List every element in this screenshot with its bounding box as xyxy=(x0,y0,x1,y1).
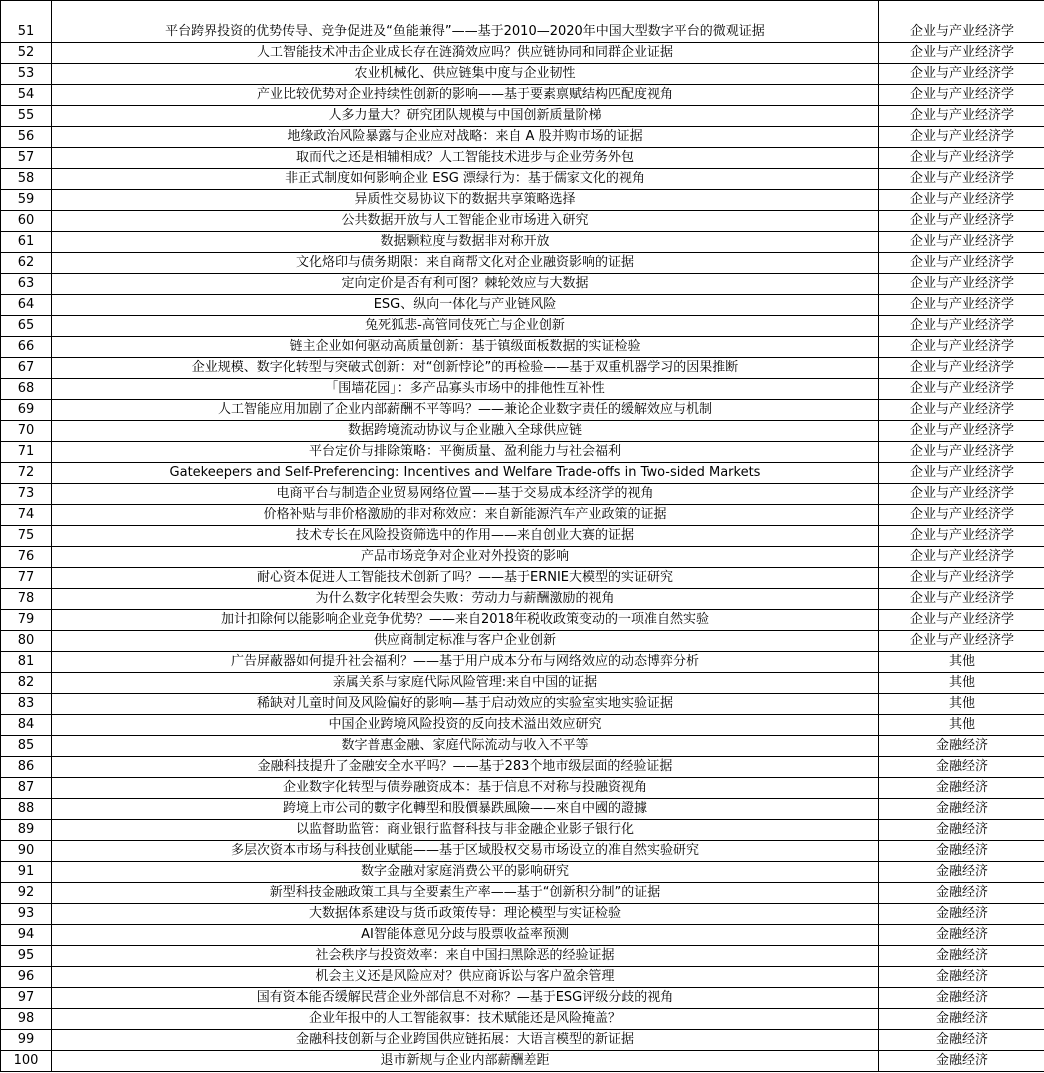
table-row xyxy=(1,190,1044,211)
table-row xyxy=(1,883,1044,904)
table-row xyxy=(1,505,1044,526)
paper-title-cell[interactable]: 退市新规与企业内部薪酬差距 xyxy=(52,1051,879,1072)
paper-title-cell[interactable]: 为什么数字化转型会失败：劳动力与薪酬激励的视角 xyxy=(52,589,879,610)
paper-title-cell[interactable]: 农业机械化、供应链集中度与企业韧性 xyxy=(52,64,879,85)
category-cell[interactable]: 企业与产业经济学 xyxy=(879,253,1044,274)
row-number-cell[interactable]: 82 xyxy=(1,673,52,694)
table-row xyxy=(1,1,1044,43)
row-number-cell[interactable]: 61 xyxy=(1,232,52,253)
table-row xyxy=(1,757,1044,778)
category-cell[interactable]: 金融经济 xyxy=(879,736,1044,757)
row-number-cell[interactable]: 85 xyxy=(1,736,52,757)
table-row xyxy=(1,610,1044,631)
category-cell[interactable]: 企业与产业经济学 xyxy=(879,43,1044,64)
row-number-cell[interactable]: 81 xyxy=(1,652,52,673)
paper-title-cell[interactable]: 链主企业如何驱动高质量创新：基于镇级面板数据的实证检验 xyxy=(52,337,879,358)
category-cell[interactable]: 企业与产业经济学 xyxy=(879,547,1044,568)
row-number-cell[interactable]: 97 xyxy=(1,988,52,1009)
row-number-cell[interactable]: 59 xyxy=(1,190,52,211)
row-number-cell[interactable]: 53 xyxy=(1,64,52,85)
table-row xyxy=(1,1030,1044,1051)
table-row xyxy=(1,631,1044,652)
category-cell[interactable]: 金融经济 xyxy=(879,820,1044,841)
paper-title-cell[interactable]: 加计扣除何以能影响企业竞争优势？——来自2018年税收政策变动的一项准自然实验 xyxy=(52,610,879,631)
paper-title-cell[interactable]: 地缘政治风险暴露与企业应对战略：来自 A 股并购市场的证据 xyxy=(52,127,879,148)
row-number-cell[interactable]: 79 xyxy=(1,610,52,631)
paper-title-cell[interactable]: 亲属关系与家庭代际风险管理:来自中国的证据 xyxy=(52,673,879,694)
row-number-cell[interactable]: 65 xyxy=(1,316,52,337)
category-cell[interactable]: 企业与产业经济学 xyxy=(879,232,1044,253)
paper-title-cell[interactable]: 取而代之还是相辅相成？人工智能技术进步与企业劳务外包 xyxy=(52,148,879,169)
category-cell[interactable]: 企业与产业经济学 xyxy=(879,148,1044,169)
category-cell[interactable]: 企业与产业经济学 xyxy=(879,211,1044,232)
row-number-cell[interactable]: 69 xyxy=(1,400,52,421)
category-cell[interactable]: 企业与产业经济学 xyxy=(879,421,1044,442)
row-number-cell[interactable]: 89 xyxy=(1,820,52,841)
table-row xyxy=(1,547,1044,568)
table-row xyxy=(1,127,1044,148)
category-cell[interactable]: 企业与产业经济学 xyxy=(879,316,1044,337)
row-number-cell[interactable]: 60 xyxy=(1,211,52,232)
paper-title-cell[interactable]: 跨境上市公司的數字化轉型和股價暴跌風險——來自中國的證據 xyxy=(52,799,879,820)
category-cell[interactable]: 金融经济 xyxy=(879,988,1044,1009)
paper-title-cell[interactable]: 企业规模、数字化转型与突破式创新：对“创新悖论”的再检验——基于双重机器学习的因果推断 xyxy=(52,358,879,379)
table-row xyxy=(1,946,1044,967)
paper-title-cell[interactable]: 定向定价是否有利可图？棘轮效应与大数据 xyxy=(52,274,879,295)
paper-title-cell[interactable]: 广告屏蔽器如何提升社会福利？——基于用户成本分布与网络效应的动态博弈分析 xyxy=(52,652,879,673)
category-cell[interactable]: 金融经济 xyxy=(879,1030,1044,1051)
table-row xyxy=(1,967,1044,988)
table-row xyxy=(1,148,1044,169)
paper-title-cell[interactable]: 新型科技金融政策工具与全要素生产率——基于“创新积分制”的证据 xyxy=(52,883,879,904)
paper-title-cell[interactable]: 异质性交易协议下的数据共享策略选择 xyxy=(52,190,879,211)
row-number-cell[interactable]: 57 xyxy=(1,148,52,169)
row-number-cell[interactable]: 62 xyxy=(1,253,52,274)
table-row xyxy=(1,862,1044,883)
table-row xyxy=(1,295,1044,316)
category-cell[interactable]: 金融经济 xyxy=(879,925,1044,946)
row-number-cell[interactable]: 54 xyxy=(1,85,52,106)
row-number-cell[interactable]: 70 xyxy=(1,421,52,442)
category-cell[interactable]: 企业与产业经济学 xyxy=(879,400,1044,421)
paper-title-cell[interactable]: 技术专长在风险投资筛选中的作用——来自创业大赛的证据 xyxy=(52,526,879,547)
paper-title-cell[interactable]: 中国企业跨境风险投资的反向技术溢出效应研究 xyxy=(52,715,879,736)
table-row xyxy=(1,169,1044,190)
table-row xyxy=(1,358,1044,379)
table-row xyxy=(1,274,1044,295)
paper-title-cell[interactable]: 机会主义还是风险应对？供应商诉讼与客户盈余管理 xyxy=(52,967,879,988)
row-number-cell[interactable]: 84 xyxy=(1,715,52,736)
row-number-cell[interactable]: 96 xyxy=(1,967,52,988)
row-number-cell[interactable]: 67 xyxy=(1,358,52,379)
row-number-cell[interactable]: 91 xyxy=(1,862,52,883)
category-cell[interactable]: 金融经济 xyxy=(879,841,1044,862)
table-row xyxy=(1,925,1044,946)
table-row xyxy=(1,799,1044,820)
paper-title-cell[interactable]: 文化烙印与债务期限：来自商帮文化对企业融资影响的证据 xyxy=(52,253,879,274)
category-cell[interactable]: 企业与产业经济学 xyxy=(879,358,1044,379)
category-cell[interactable]: 企业与产业经济学 xyxy=(879,127,1044,148)
table-row xyxy=(1,400,1044,421)
category-cell[interactable]: 企业与产业经济学 xyxy=(879,379,1044,400)
row-number-cell[interactable]: 88 xyxy=(1,799,52,820)
paper-title-cell[interactable]: 耐心资本促进人工智能技术创新了吗？——基于ERNIE大模型的实证研究 xyxy=(52,568,879,589)
table-row xyxy=(1,820,1044,841)
paper-title-cell[interactable]: Gatekeepers and Self-Preferencing: Incentives and Welfare Trade-offs in Two-sided Markets xyxy=(52,463,879,484)
paper-title-cell[interactable]: AI智能体意见分歧与股票收益率预测 xyxy=(52,925,879,946)
category-cell[interactable]: 企业与产业经济学 xyxy=(879,610,1044,631)
row-number-cell[interactable]: 74 xyxy=(1,505,52,526)
table-row xyxy=(1,316,1044,337)
row-number-cell[interactable]: 71 xyxy=(1,442,52,463)
category-cell[interactable]: 企业与产业经济学 xyxy=(879,106,1044,127)
table-row xyxy=(1,106,1044,127)
category-cell[interactable]: 企业与产业经济学 xyxy=(879,589,1044,610)
paper-title-cell[interactable]: 数字普惠金融、家庭代际流动与收入不平等 xyxy=(52,736,879,757)
row-number-cell[interactable]: 83 xyxy=(1,694,52,715)
paper-title-cell[interactable]: 人工智能技术冲击企业成长存在涟漪效应吗？供应链协同和同群企业证据 xyxy=(52,43,879,64)
paper-title-cell[interactable]: 平台定价与排除策略：平衡质量、盈利能力与社会福利 xyxy=(52,442,879,463)
category-cell[interactable]: 其他 xyxy=(879,673,1044,694)
table-row xyxy=(1,736,1044,757)
table-row xyxy=(1,526,1044,547)
row-number-cell[interactable]: 90 xyxy=(1,841,52,862)
paper-title-cell[interactable]: 数字金融对家庭消费公平的影响研究 xyxy=(52,862,879,883)
row-number-cell[interactable]: 51 xyxy=(1,1,52,43)
paper-title-cell[interactable]: 大数据体系建设与货币政策传导：理论模型与实证检验 xyxy=(52,904,879,925)
paper-title-cell[interactable]: 企业年报中的人工智能叙事：技术赋能还是风险掩盖？ xyxy=(52,1009,879,1030)
category-cell[interactable]: 金融经济 xyxy=(879,757,1044,778)
category-cell[interactable]: 企业与产业经济学 xyxy=(879,484,1044,505)
row-number-cell[interactable]: 92 xyxy=(1,883,52,904)
row-number-cell[interactable]: 76 xyxy=(1,547,52,568)
table-row xyxy=(1,484,1044,505)
table-row xyxy=(1,64,1044,85)
row-number-cell[interactable]: 80 xyxy=(1,631,52,652)
row-number-cell[interactable]: 55 xyxy=(1,106,52,127)
table-row xyxy=(1,1009,1044,1030)
category-cell[interactable]: 企业与产业经济学 xyxy=(879,190,1044,211)
category-cell[interactable]: 企业与产业经济学 xyxy=(879,1,1044,43)
category-cell[interactable]: 企业与产业经济学 xyxy=(879,463,1044,484)
category-cell[interactable]: 金融经济 xyxy=(879,862,1044,883)
table-row xyxy=(1,379,1044,400)
table-row xyxy=(1,232,1044,253)
paper-title-cell[interactable]: 产品市场竞争对企业对外投资的影响 xyxy=(52,547,879,568)
row-number-cell[interactable]: 52 xyxy=(1,43,52,64)
row-number-cell[interactable]: 72 xyxy=(1,463,52,484)
paper-title-cell[interactable]: 社会秩序与投资效率：来自中国扫黑除恶的经验证据 xyxy=(52,946,879,967)
category-cell[interactable]: 金融经济 xyxy=(879,799,1044,820)
table-row xyxy=(1,988,1044,1009)
category-cell[interactable]: 其他 xyxy=(879,715,1044,736)
paper-title-cell[interactable]: 企业数字化转型与债券融资成本：基于信息不对称与投融资视角 xyxy=(52,778,879,799)
category-cell[interactable]: 企业与产业经济学 xyxy=(879,85,1044,106)
row-number-cell[interactable]: 86 xyxy=(1,757,52,778)
paper-title-cell[interactable]: 数据颗粒度与数据非对称开放 xyxy=(52,232,879,253)
paper-title-cell[interactable]: 人工智能应用加剧了企业内部薪酬不平等吗？——兼论企业数字责任的缓解效应与机制 xyxy=(52,400,879,421)
category-cell[interactable]: 金融经济 xyxy=(879,946,1044,967)
table-row xyxy=(1,211,1044,232)
row-number-cell[interactable]: 56 xyxy=(1,127,52,148)
row-number-cell[interactable]: 78 xyxy=(1,589,52,610)
paper-title-cell[interactable]: ESG、纵向一体化与产业链风险 xyxy=(52,295,879,316)
row-number-cell[interactable]: 93 xyxy=(1,904,52,925)
table-row xyxy=(1,253,1044,274)
paper-title-cell[interactable]: 人多力量大？研究团队规模与中国创新质量阶梯 xyxy=(52,106,879,127)
row-number-cell[interactable]: 75 xyxy=(1,526,52,547)
row-number-cell[interactable]: 95 xyxy=(1,946,52,967)
paper-title-cell[interactable]: 国有资本能否缓解民营企业外部信息不对称？—基于ESG评级分歧的视角 xyxy=(52,988,879,1009)
row-number-cell[interactable]: 77 xyxy=(1,568,52,589)
category-cell[interactable]: 企业与产业经济学 xyxy=(879,526,1044,547)
table-body xyxy=(1,1,1044,1072)
row-number-cell[interactable]: 68 xyxy=(1,379,52,400)
table-row xyxy=(1,85,1044,106)
paper-title-cell[interactable]: 兔死狐悲-高管同伎死亡与企业创新 xyxy=(52,316,879,337)
category-cell[interactable]: 企业与产业经济学 xyxy=(879,64,1044,85)
table-row xyxy=(1,673,1044,694)
category-cell[interactable]: 金融经济 xyxy=(879,883,1044,904)
paper-title-cell[interactable]: 非正式制度如何影响企业 ESG 漂绿行为：基于儒家文化的视角 xyxy=(52,169,879,190)
table-row xyxy=(1,463,1044,484)
category-cell[interactable]: 金融经济 xyxy=(879,967,1044,988)
category-cell[interactable]: 企业与产业经济学 xyxy=(879,169,1044,190)
category-cell[interactable]: 其他 xyxy=(879,694,1044,715)
table-row xyxy=(1,568,1044,589)
table-row xyxy=(1,652,1044,673)
paper-title-cell[interactable]: 数据跨境流动协议与企业融入全球供应链 xyxy=(52,421,879,442)
table-row xyxy=(1,694,1044,715)
category-cell[interactable]: 金融经济 xyxy=(879,778,1044,799)
row-number-cell[interactable]: 99 xyxy=(1,1030,52,1051)
table-row xyxy=(1,337,1044,358)
row-number-cell[interactable]: 66 xyxy=(1,337,52,358)
category-cell[interactable]: 企业与产业经济学 xyxy=(879,274,1044,295)
table-row xyxy=(1,1051,1044,1072)
category-cell[interactable]: 企业与产业经济学 xyxy=(879,442,1044,463)
paper-title-cell[interactable]: 电商平台与制造企业贸易网络位置——基于交易成本经济学的视角 xyxy=(52,484,879,505)
row-number-cell[interactable]: 94 xyxy=(1,925,52,946)
table-row xyxy=(1,904,1044,925)
table-row xyxy=(1,715,1044,736)
paper-title-cell[interactable]: 金融科技提升了金融安全水平吗？——基于283个地市级层面的经验证据 xyxy=(52,757,879,778)
row-number-cell[interactable]: 64 xyxy=(1,295,52,316)
table-row xyxy=(1,589,1044,610)
row-number-cell[interactable]: 87 xyxy=(1,778,52,799)
row-number-cell[interactable]: 58 xyxy=(1,169,52,190)
row-number-cell[interactable]: 73 xyxy=(1,484,52,505)
paper-title-cell[interactable]: 供应商制定标准与客户企业创新 xyxy=(52,631,879,652)
paper-title-cell[interactable]: 公共数据开放与人工智能企业市场进入研究 xyxy=(52,211,879,232)
paper-title-cell[interactable]: 产业比较优势对企业持续性创新的影响——基于要素禀赋结构匹配度视角 xyxy=(52,85,879,106)
category-cell[interactable]: 企业与产业经济学 xyxy=(879,505,1044,526)
category-cell[interactable]: 金融经济 xyxy=(879,904,1044,925)
table-row xyxy=(1,43,1044,64)
category-cell[interactable]: 企业与产业经济学 xyxy=(879,631,1044,652)
paper-title-cell[interactable]: 「围墙花园」：多产品寡头市场中的排他性互补性 xyxy=(52,379,879,400)
paper-title-cell[interactable]: 稀缺对儿童时间及风险偏好的影响—基于启动效应的实验室实地实验证据 xyxy=(52,694,879,715)
table-row xyxy=(1,841,1044,862)
row-number-cell[interactable]: 63 xyxy=(1,274,52,295)
row-number-cell[interactable]: 100 xyxy=(1,1051,52,1072)
table-row xyxy=(1,778,1044,799)
row-number-cell[interactable]: 98 xyxy=(1,1009,52,1030)
paper-title-cell[interactable]: 以监督助监管：商业银行监督科技与非金融企业影子银行化 xyxy=(52,820,879,841)
category-cell[interactable]: 金融经济 xyxy=(879,1009,1044,1030)
paper-title-cell[interactable]: 多层次资本市场与科技创业赋能——基于区域股权交易市场设立的准自然实验研究 xyxy=(52,841,879,862)
category-cell[interactable]: 其他 xyxy=(879,652,1044,673)
category-cell[interactable]: 金融经济 xyxy=(879,1051,1044,1072)
category-cell[interactable]: 企业与产业经济学 xyxy=(879,295,1044,316)
paper-title-cell[interactable]: 价格补贴与非价格激励的非对称效应：来自新能源汽车产业政策的证据 xyxy=(52,505,879,526)
paper-title-cell[interactable]: 金融科技创新与企业跨国供应链拓展：大语言模型的新证据 xyxy=(52,1030,879,1051)
table-row xyxy=(1,421,1044,442)
paper-title-cell[interactable]: 平台跨界投资的优势传导、竞争促进及“鱼能兼得”——基于2010—2020年中国大型数字平台的微观证据 xyxy=(52,1,879,43)
table-row xyxy=(1,442,1044,463)
category-cell[interactable]: 企业与产业经济学 xyxy=(879,337,1044,358)
category-cell[interactable]: 企业与产业经济学 xyxy=(879,568,1044,589)
